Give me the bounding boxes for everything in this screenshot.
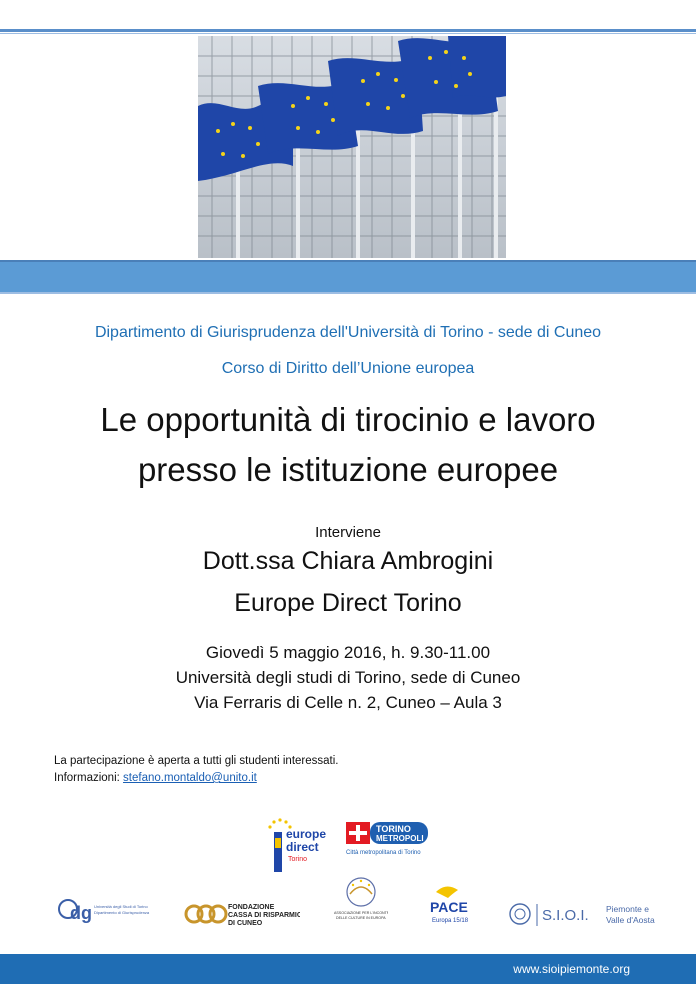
pace-text2: Europa 15/18 [432, 918, 469, 924]
speaker-name: Dott.ssa Chiara Ambrogini [202, 547, 494, 575]
crc-text1: FONDAZIONE [228, 904, 275, 911]
eu-flags-photo [198, 36, 506, 258]
sioi-name: S.I.O.I. [542, 907, 589, 924]
sioi-region1: Piemonte e [606, 904, 649, 914]
pace-text1: PACE [430, 899, 468, 915]
contact-email-link[interactable]: stefano.montaldo@unito.it [123, 772, 257, 784]
europe-direct-text1: europe [286, 827, 327, 841]
participation-note [54, 755, 339, 767]
blue-band [0, 260, 696, 292]
contact-info [54, 772, 257, 784]
associazione-text2: DELLE CULTURE IN EUROPA [336, 916, 386, 920]
torino-text1: TORINO [376, 824, 411, 834]
crc-text2: CASSA DI RISPARMIO [228, 912, 300, 919]
associazione-text1: ASSOCIAZIONE PER L'INCONTRO [334, 911, 388, 915]
participation-suffix: . [335, 755, 339, 767]
top-rule-thin [0, 33, 696, 34]
department-line: Dipartimento di Giurisprudenza dell'Università di Torino - sede di Cuneo [94, 324, 602, 341]
top-rule [0, 29, 696, 32]
fondazione-crc-logo [184, 900, 300, 928]
event-venue: Università degli studi di Torino, sede di Cuneo [175, 668, 521, 687]
sioi-region2: Valle d'Aosta [606, 915, 655, 925]
dg-text1: Università degli Studi di Torino [94, 904, 148, 909]
torino-text3: Città metropolitana di Torino [346, 850, 421, 856]
crc-text3: DI CUNEO [228, 920, 263, 927]
event-date: Giovedì 5 maggio 2016, h. 9.30-11.00 [205, 643, 491, 662]
footer-bar [0, 954, 696, 984]
unito-dg-logo [58, 895, 158, 927]
europe-direct-text2: direct [286, 840, 319, 854]
participation-audience: tutti gli studenti interessati [202, 755, 336, 767]
speaker-intro: Interviene [315, 524, 381, 541]
contact-label: Informazioni: [54, 772, 124, 784]
event-title-line1: Le opportunità di tirocinio e lavoro [100, 401, 596, 438]
torino-text2: METROPOLI [376, 834, 424, 843]
pace-logo [428, 882, 478, 926]
associazione-culture-logo [334, 874, 388, 924]
europe-direct-text3: Torino [288, 856, 308, 863]
dg-text2: Dipartimento di Giurisprudenza [94, 910, 150, 915]
dg-mark: dg [70, 903, 92, 923]
participation-prefix: La partecipazione è aperta a [54, 755, 203, 767]
footer-website-link[interactable]: www.sioipiemonte.org [513, 962, 630, 976]
event-address: Via Ferraris di Celle n. 2, Cuneo – Aula 3 [194, 693, 502, 712]
europe-direct-logo [266, 816, 332, 876]
sioi-logo [508, 900, 658, 930]
speaker-organization: Europe Direct Torino [234, 589, 462, 617]
course-line: Corso di Diritto dell’Unione europea [221, 360, 475, 377]
event-title-line2: presso le istituzione europee [137, 451, 559, 488]
torino-metropoli-logo [346, 820, 430, 860]
band-rule [0, 292, 696, 294]
